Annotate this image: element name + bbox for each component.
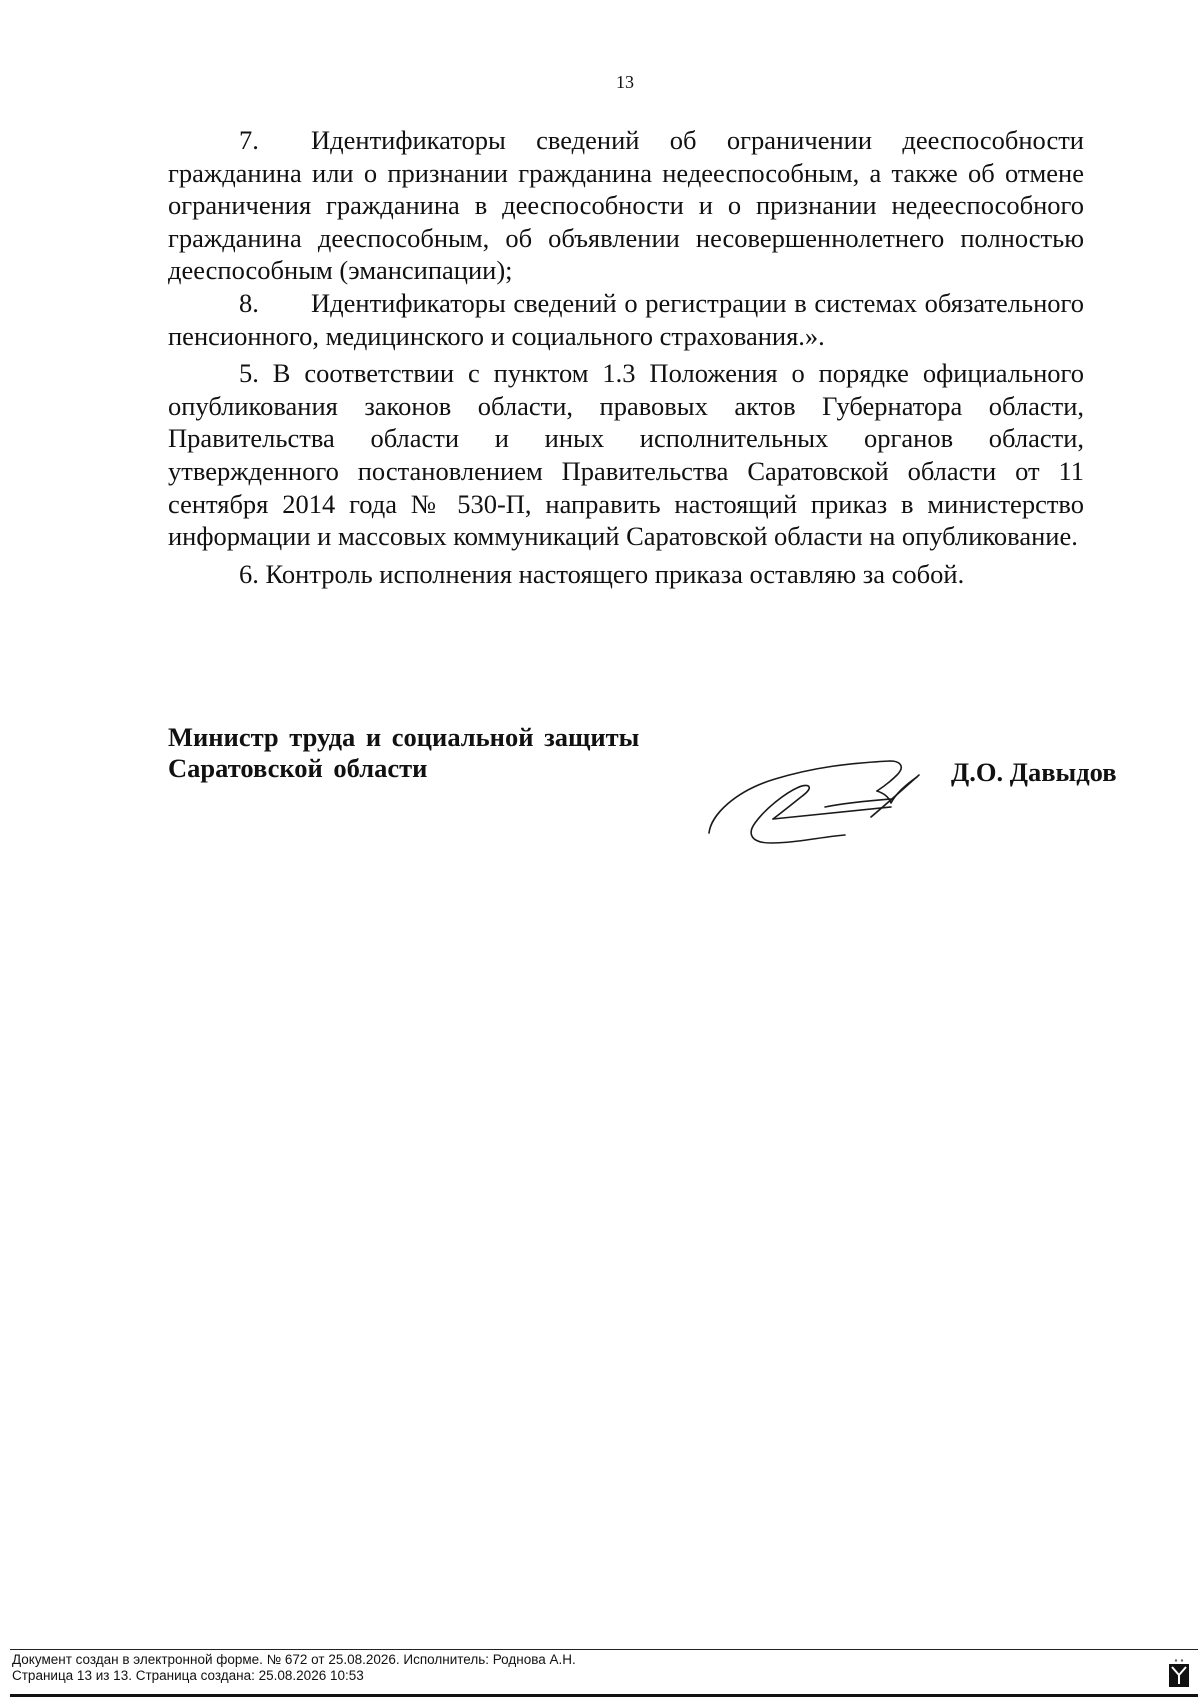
signer-title-line1: Министр труда и социальной защиты [168,722,640,752]
document-footer [12,1652,576,1684]
footer-divider [10,1649,1198,1650]
item-number: 7. [239,125,259,155]
paragraph-item-8 [168,287,1084,352]
footer-line2: Страница 13 из 13. Страница создана: 25.08.2026 10:53 [12,1668,364,1683]
signer-title-line2: Саратовской области [168,753,428,783]
page-number: 13 [616,72,634,92]
paragraph-item-7 [168,124,1084,287]
signer-title [168,722,639,784]
item-number: 8. [239,287,259,318]
handwritten-signature [705,735,945,845]
footer-bottom-bar [10,1694,1198,1697]
signer-name: Д.О. Давыдов [951,757,1117,787]
emblem-icon [1168,1658,1190,1688]
document-body [168,124,1084,590]
paragraph-text: Идентификаторы сведений о регистрации в системах обязательного пенсионного, медицинского и социального страхования.». [168,287,1084,351]
footer-line1: Документ создан в электронной форме. № 672 от 25.08.2026. Исполнитель: Роднова А.Н. [12,1652,576,1667]
paragraph-text: Идентификаторы сведений об ограничении дееспособности гражданина или о признании гражданина недееспособным, а также об отмене ограничения гражданина в дееспособности и о признании недееспособного гражданина дееспособным, об объявлении несовершеннолетнего полностью дееспособным (эмансипации); [168,125,1084,286]
paragraph-5: 5. В соответствии с пунктом 1.3 Положения о порядке официального опубликования законов области, правовых актов Губернатора области, Правительства области и иных исполнительных органов области, утвержденного постановлением Правительства Саратовской области от 11 сентября 2014 года № 530-П, направить настоящий приказ в министерство информации и массовых коммуникаций Саратовской области на опубликование. [168,358,1084,552]
paragraph-6: 6. Контроль исполнения настоящего приказа оставляю за собой. [239,558,965,589]
